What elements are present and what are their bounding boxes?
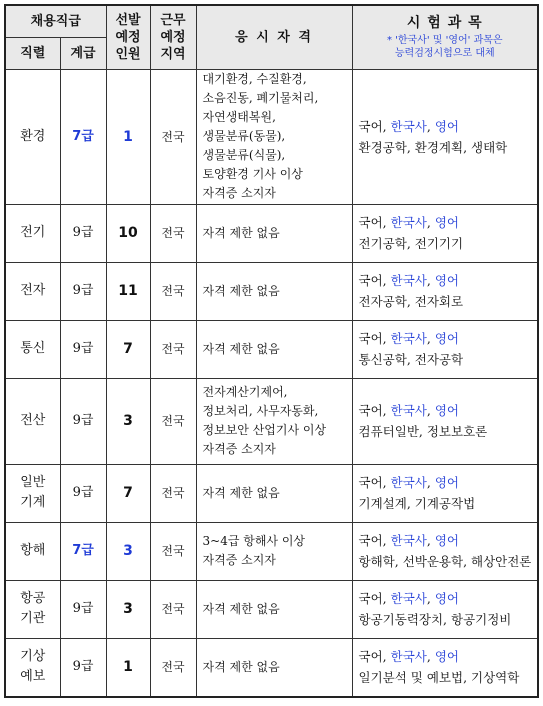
count-cell: 3 bbox=[106, 522, 150, 580]
qualification-cell bbox=[196, 69, 352, 204]
subjects-cell bbox=[352, 204, 538, 262]
subjects-cell bbox=[352, 638, 538, 697]
field-text: 기계 bbox=[20, 495, 46, 510]
subject-english: 영어 bbox=[434, 215, 459, 230]
major-subjects-line: 전기공학, 전기기기 bbox=[358, 236, 464, 251]
table-row bbox=[5, 522, 538, 580]
region-cell: 전국 bbox=[150, 262, 196, 320]
qualification-line: 3~4급 항해사 이상 bbox=[202, 534, 306, 548]
grade-header: 계급 bbox=[60, 37, 106, 69]
subjects-header-title: 시 험 과 목 bbox=[406, 14, 483, 31]
grade-cell: 7급 bbox=[60, 522, 106, 580]
subjects-cell bbox=[352, 464, 538, 522]
region-cell: 전국 bbox=[150, 204, 196, 262]
subject-korean: 국어 bbox=[358, 273, 383, 288]
field-text: 예보 bbox=[20, 669, 46, 685]
table-header bbox=[5, 5, 538, 69]
subject-korean-history: 한국사 bbox=[390, 533, 427, 548]
common-subjects-line: 국어, 한국사, 영어 bbox=[358, 475, 459, 490]
count-header bbox=[106, 5, 150, 69]
field-cell bbox=[5, 522, 60, 580]
table-row bbox=[5, 378, 538, 464]
qualification-line: 자격증 소지자 bbox=[202, 186, 276, 200]
count-header-line: 예정 bbox=[115, 29, 141, 45]
subject-english: 영어 bbox=[434, 649, 459, 665]
field-cell bbox=[5, 204, 60, 262]
grade-cell: 9급 bbox=[60, 320, 106, 378]
subject-english: 영어 bbox=[434, 273, 459, 288]
field-cell bbox=[5, 464, 60, 522]
region-cell: 전국 bbox=[150, 638, 196, 697]
field-text: 전기 bbox=[20, 225, 46, 240]
table-row bbox=[5, 262, 538, 320]
subjects-cell bbox=[352, 320, 538, 378]
common-subjects-line: 국어, 한국사, 영어 bbox=[358, 403, 459, 418]
field-header: 직렬 bbox=[5, 37, 60, 69]
qualification-cell bbox=[196, 580, 352, 638]
region-cell: 전국 bbox=[150, 464, 196, 522]
table-body bbox=[5, 69, 538, 697]
field-text: 일반 bbox=[20, 475, 46, 490]
grade-cell: 9급 bbox=[60, 464, 106, 522]
qualification-line: 소음진동, 폐기물처리, bbox=[202, 91, 319, 105]
qualification-header: 응 시 자 격 bbox=[196, 5, 352, 69]
subject-korean: 국어 bbox=[358, 533, 383, 548]
qualification-cell bbox=[196, 638, 352, 697]
count-header-line: 선발 bbox=[115, 12, 141, 28]
qualification-cell bbox=[196, 262, 352, 320]
qualification-line: 자격 제한 없음 bbox=[202, 341, 280, 356]
recruitment-table-container bbox=[4, 4, 539, 698]
recruitment-table bbox=[4, 4, 539, 698]
count-cell: 1 bbox=[106, 638, 150, 697]
field-text: 전산 bbox=[20, 413, 46, 428]
region-cell: 전국 bbox=[150, 378, 196, 464]
subject-korean-history: 한국사 bbox=[390, 215, 427, 230]
count-cell: 3 bbox=[106, 378, 150, 464]
subject-english: 영어 bbox=[434, 591, 459, 606]
qualification-line: 자격 제한 없음 bbox=[202, 485, 280, 500]
subject-korean-history: 한국사 bbox=[390, 331, 427, 346]
region-cell: 전국 bbox=[150, 580, 196, 638]
subjects-header-note: 능력검정시험으로 대체 bbox=[394, 47, 495, 59]
qualification-line: 정보보안 산업기사 이상 bbox=[202, 423, 327, 437]
subjects-cell bbox=[352, 262, 538, 320]
qualification-line: 자격증 소지자 bbox=[202, 442, 276, 456]
count-cell: 1 bbox=[106, 69, 150, 204]
count-cell: 7 bbox=[106, 320, 150, 378]
subjects-cell bbox=[352, 522, 538, 580]
subjects-header-note: * '한국사' 및 '영어' 과목은 bbox=[386, 34, 503, 46]
field-text: 항공 bbox=[20, 591, 46, 606]
table-row bbox=[5, 464, 538, 522]
qualification-line: 자격 제한 없음 bbox=[202, 601, 280, 616]
count-cell: 7 bbox=[106, 464, 150, 522]
region-cell: 전국 bbox=[150, 69, 196, 204]
qualification-line: 생물분류(동물), bbox=[202, 129, 286, 143]
field-text: 기관 bbox=[20, 611, 46, 626]
subject-korean-history: 한국사 bbox=[390, 475, 427, 490]
qualification-line: 자격 제한 없음 bbox=[202, 659, 280, 674]
grade-cell: 9급 bbox=[60, 204, 106, 262]
common-subjects-line: 국어, 한국사, 영어 bbox=[358, 118, 459, 134]
region-cell: 전국 bbox=[150, 522, 196, 580]
region-header-line: 지역 bbox=[160, 46, 186, 62]
subject-korean: 국어 bbox=[358, 331, 383, 346]
common-subjects-line: 국어, 한국사, 영어 bbox=[358, 273, 459, 288]
major-subjects-line: 일기분석 및 예보법, 기상역학 bbox=[358, 670, 520, 686]
subject-english: 영어 bbox=[434, 475, 459, 490]
qualification-cell bbox=[196, 378, 352, 464]
grade-cell: 9급 bbox=[60, 580, 106, 638]
subject-korean-history: 한국사 bbox=[390, 649, 427, 665]
field-text: 전자 bbox=[20, 283, 46, 298]
qualification-cell bbox=[196, 464, 352, 522]
major-subjects-line: 전자공학, 전자회로 bbox=[358, 294, 464, 309]
major-subjects-line: 컴퓨터일반, 정보보호론 bbox=[358, 424, 488, 439]
table-row bbox=[5, 204, 538, 262]
major-subjects-line: 환경공학, 환경계획, 생태학 bbox=[358, 139, 508, 155]
region-header bbox=[150, 5, 196, 69]
region-cell: 전국 bbox=[150, 320, 196, 378]
subjects-cell bbox=[352, 580, 538, 638]
subject-korean: 국어 bbox=[358, 403, 383, 418]
qualification-line: 정보처리, 사무자동화, bbox=[202, 404, 319, 418]
subject-korean: 국어 bbox=[358, 591, 383, 606]
qualification-line: 토양환경 기사 이상 bbox=[202, 167, 303, 181]
count-cell: 11 bbox=[106, 262, 150, 320]
major-subjects-line: 기계설계, 기계공작법 bbox=[358, 496, 476, 511]
field-text: 항해 bbox=[20, 543, 46, 558]
qualification-line: 대기환경, 수질환경, bbox=[202, 72, 307, 86]
common-subjects-line: 국어, 한국사, 영어 bbox=[358, 591, 459, 606]
field-text: 기상 bbox=[20, 649, 46, 665]
field-cell bbox=[5, 262, 60, 320]
subject-korean-history: 한국사 bbox=[390, 273, 427, 288]
subjects-cell bbox=[352, 69, 538, 204]
table-row bbox=[5, 69, 538, 204]
qualification-line: 자격증 소지자 bbox=[202, 553, 276, 567]
field-cell bbox=[5, 69, 60, 204]
subject-korean: 국어 bbox=[358, 215, 383, 230]
major-subjects-line: 항해학, 선박운용학, 해상안전론 bbox=[358, 554, 532, 569]
subject-english: 영어 bbox=[434, 403, 459, 418]
subject-korean: 국어 bbox=[358, 118, 383, 134]
qualification-cell bbox=[196, 320, 352, 378]
table-row bbox=[5, 580, 538, 638]
subject-english: 영어 bbox=[434, 118, 459, 134]
major-subjects-line: 항공기동력장치, 항공기정비 bbox=[358, 612, 512, 627]
region-header-line: 근무 bbox=[160, 12, 186, 28]
table-row bbox=[5, 638, 538, 697]
common-subjects-line: 국어, 한국사, 영어 bbox=[358, 215, 459, 230]
region-header-line: 예정 bbox=[160, 29, 186, 45]
qualification-line: 자연생태복원, bbox=[202, 110, 276, 124]
grade-cell: 7급 bbox=[60, 69, 106, 204]
qualification-line: 자격 제한 없음 bbox=[202, 225, 280, 240]
grade-cell: 9급 bbox=[60, 638, 106, 697]
qualification-line: 자격 제한 없음 bbox=[202, 283, 280, 298]
subject-korean: 국어 bbox=[358, 475, 383, 490]
subject-english: 영어 bbox=[434, 533, 459, 548]
qualification-cell bbox=[196, 522, 352, 580]
field-text: 통신 bbox=[20, 341, 46, 356]
recruit-group-header: 채용직급 bbox=[5, 5, 106, 37]
grade-cell: 9급 bbox=[60, 378, 106, 464]
field-cell bbox=[5, 638, 60, 697]
subjects-cell bbox=[352, 378, 538, 464]
field-cell bbox=[5, 580, 60, 638]
common-subjects-line: 국어, 한국사, 영어 bbox=[358, 331, 459, 346]
subject-english: 영어 bbox=[434, 331, 459, 346]
subject-korean-history: 한국사 bbox=[390, 591, 427, 606]
table-row bbox=[5, 320, 538, 378]
common-subjects-line: 국어, 한국사, 영어 bbox=[358, 533, 459, 548]
major-subjects-line: 통신공학, 전자공학 bbox=[358, 352, 464, 367]
qualification-line: 전자계산기제어, bbox=[202, 385, 288, 399]
field-text: 환경 bbox=[20, 128, 46, 144]
subject-korean-history: 한국사 bbox=[390, 118, 427, 134]
subjects-header bbox=[352, 5, 538, 69]
count-cell: 3 bbox=[106, 580, 150, 638]
field-cell bbox=[5, 378, 60, 464]
count-header-line: 인원 bbox=[115, 46, 141, 62]
qualification-cell bbox=[196, 204, 352, 262]
count-cell: 10 bbox=[106, 204, 150, 262]
field-cell bbox=[5, 320, 60, 378]
subject-korean-history: 한국사 bbox=[390, 403, 427, 418]
common-subjects-line: 국어, 한국사, 영어 bbox=[358, 649, 459, 665]
grade-cell: 9급 bbox=[60, 262, 106, 320]
qualification-line: 생물분류(식물), bbox=[202, 148, 286, 162]
subject-korean: 국어 bbox=[358, 649, 383, 665]
